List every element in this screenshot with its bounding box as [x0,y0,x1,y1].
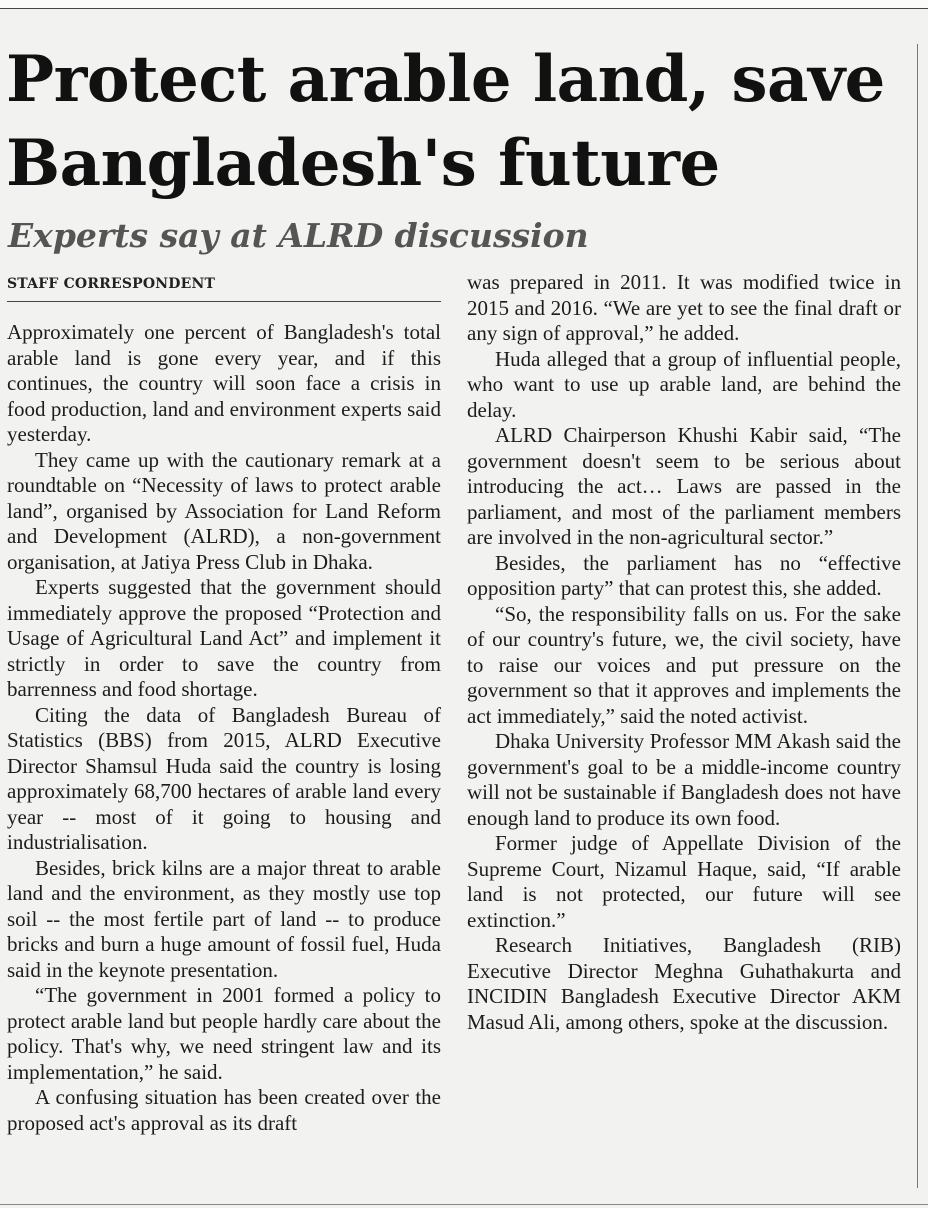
paragraph: They came up with the cautionary remark at a roundtable on “Necessity of laws to protect arable land”, organised by Association for Land Reform and Development (ALRD), a non-government organisation, at Jatiya Press Club in Dhaka. [7,447,441,574]
paragraph: A confusing situation has been created over the proposed act's approval as its draft [7,1085,441,1135]
paragraph: Huda alleged that a group of influential people, who want to use up arable land, are behind the delay. [467,346,901,422]
paragraph: ALRD Chairperson Khushi Kabir said, “The government doesn't seem to be serious about introducing the act… Laws are passed in the parliament, and most of the parliament members are involved in the non-agricultural sector.” [467,423,901,549]
paragraph: Former judge of Appellate Division of the Supreme Court, Nizamul Haque, said, “If arable land is not protected, our future will see extinction.” [467,831,901,932]
article-column-2 [467,270,901,1035]
paragraph: Citing the data of Bangladesh Bureau of Statistics (BBS) from 2015, ALRD Executive Director Shamsul Huda said the country is losing approximately 68,700 hectares of arable land every year -- most of it going to housing and industrialisation. [7,702,441,854]
page-top-strip [0,0,928,8]
subheadline: Experts say at ALRD discussion [8,216,589,255]
bottom-divider [0,1204,928,1205]
paragraph: Experts suggested that the government should immediately approve the proposed “Protection and Usage of Agricultural Land Act” and implement it strictly in order to save the country from barrenness and food shortage. [7,575,441,701]
paragraph: Besides, brick kilns are a major threat to arable land and the environment, as they mostly use top soil -- the most fertile part of land -- to produce bricks and burn a huge amount of fossil fuel, Huda said in the keynote presentation. [7,855,441,982]
paragraph: “So, the responsibility falls on us. For the sake of our country's future, we, the civil society, have to raise our voices and put pressure on the government so that it approves and implements the act immediately,” said the noted activist. [467,601,901,728]
paragraph: Dhaka University Professor MM Akash said the government's goal to be a middle-income country will not be sustainable if Bangladesh does not have enough land to produce its own food. [467,729,901,830]
paragraph: Research Initiatives, Bangladesh (RIB) Executive Director Meghna Guhathakurta and INCIDIN Bangladesh Executive Director AKM Masud Ali, among others, spoke at the discussion. [467,933,901,1034]
paragraph: was prepared in 2011. It was modified twice in 2015 and 2016. “We are yet to see the final draft or any sign of approval,” he added. [467,270,901,345]
byline: STAFF CORRESPONDENT [7,276,441,302]
column-rule-right [917,44,918,1188]
paragraph: Besides, the parliament has no “effective opposition party” that can protest this, she added. [467,550,901,600]
paragraph: “The government in 2001 formed a policy to protect arable land but people hardly care about the policy. That's why, we need stringent law and its implementation,” he said. [7,983,441,1084]
top-divider [0,8,928,9]
headline: Protect arable land, save Bangladesh's future [6,42,885,201]
paragraph: Approximately one percent of Bangladesh's total arable land is gone every year, and if this continues, the country will soon face a crisis in food production, land and environment experts said yesterday. [7,320,441,446]
article-column-1 [7,320,441,1136]
